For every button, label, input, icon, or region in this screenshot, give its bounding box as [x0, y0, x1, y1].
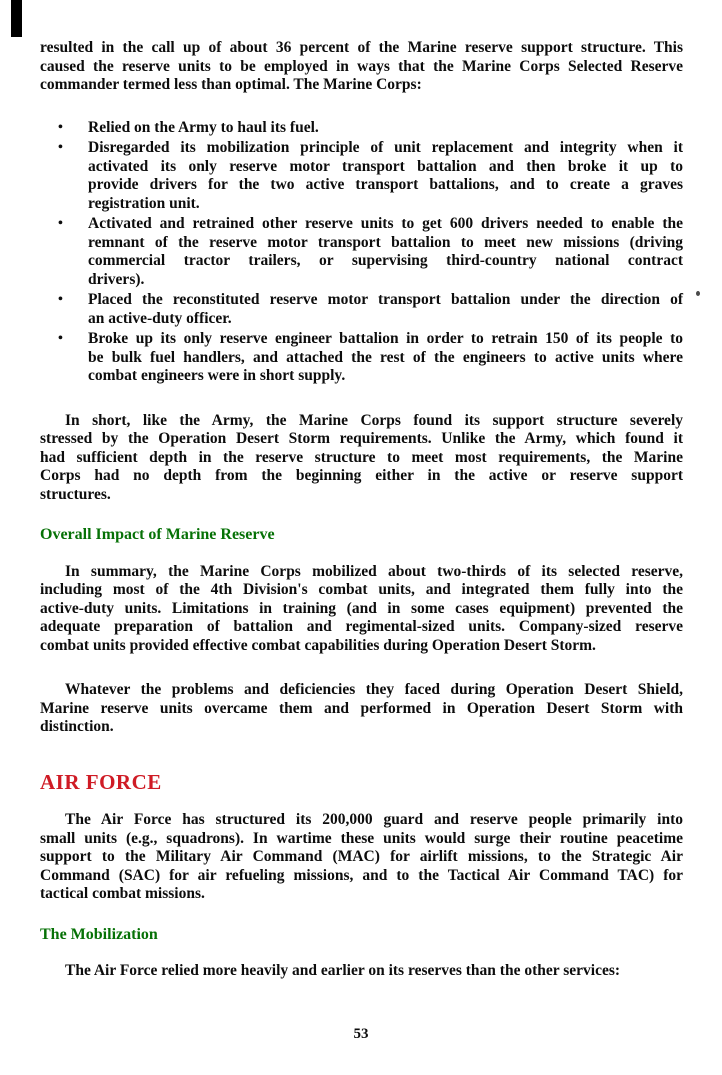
text-line: Broke up its only reserve engineer battalion in order to retrain 150 of its people to [88, 330, 683, 347]
paragraph [40, 39, 683, 95]
text-line: had sufficient depth in the reserve structure to meet most requirements, the Marine [40, 448, 683, 466]
text-line: caused the reserve units to be employed in ways that the Marine Corps Selected Reserve [40, 57, 683, 75]
bullet-item [40, 119, 683, 138]
text-line: combat units provided effective combat capabilities during Operation Desert Storm. [40, 636, 596, 654]
section-heading: AIR FORCE [40, 769, 162, 794]
text-line: Placed the reconstituted reserve motor transport battalion under the direction of [88, 291, 683, 308]
bullet-icon: • [58, 331, 63, 346]
text-line: Relied on the Army to haul its fuel. [88, 118, 319, 136]
text-line: support to the Military Air Command (MAC) for airlift missions, to the Strategic Air [40, 848, 683, 865]
bullet-item [40, 330, 683, 386]
text-line: Command (SAC) for air refueling missions, and to the Tactical Air Command TAC) for [40, 866, 683, 884]
paragraph [40, 811, 683, 904]
subsection-heading: The Mobilization [40, 925, 158, 943]
text-line: Whatever the problems and deficiencies they faced during Operation Desert Shield, [65, 681, 683, 698]
bullet-item [40, 215, 683, 289]
page-content [40, 39, 683, 981]
text-line: combat engineers were in short supply. [88, 367, 346, 384]
text-line: distinction. [40, 718, 114, 735]
paragraph [40, 412, 683, 505]
text-line: stressed by the Operation Desert Storm requirements. Unlike the Army, which found it [40, 430, 683, 447]
subsection-heading: Overall Impact of Marine Reserve [40, 526, 275, 543]
bullet-text [88, 330, 683, 386]
bullet-item [40, 291, 683, 328]
text-line: remnant of the reserve motor transport battalion to meet new missions (driving [88, 233, 683, 251]
text-line: be bulk fuel handlers, and attached the rest of the engineers to active units where [88, 348, 683, 366]
text-line: provide drivers for the two active transport battalions, and to create a graves [88, 176, 683, 193]
bullet-icon: • [58, 216, 63, 231]
text-line: adequate preparation of battalion and regimental-sized units. Company-sized reserve [40, 618, 683, 635]
bullet-text [88, 119, 683, 138]
bullet-text [88, 291, 683, 328]
bullet-icon: • [58, 140, 63, 155]
paragraph [40, 681, 683, 737]
paragraph [40, 563, 683, 656]
text-line: resulted in the call up of about 36 percent of the Marine reserve support structure. This [40, 39, 683, 56]
text-line: Marine reserve units overcame them and performed in Operation Desert Storm with [40, 699, 683, 717]
bullet-icon: • [58, 119, 63, 135]
bullet-text [88, 215, 683, 289]
text-line: including most of the 4th Division's combat units, and integrated them fully into the [40, 581, 683, 598]
bullet-text [88, 139, 683, 213]
text-line: commander termed less than optimal. The Marine Corps: [40, 76, 422, 93]
text-line: activated its only reserve motor transport battalion and then broke it up to [88, 157, 683, 175]
text-line: structures. [40, 485, 111, 503]
bullet-list [40, 119, 683, 386]
bullet-icon: • [58, 292, 63, 307]
text-line: drivers). [88, 270, 145, 288]
text-line: an active-duty officer. [88, 309, 232, 327]
text-line: small units (e.g., squadrons). In wartime these units would surge their routine peacetime [40, 829, 683, 847]
text-line: The Air Force relied more heavily and earlier on its reserves than the other services: [65, 962, 621, 979]
text-line: tactical combat missions. [40, 885, 205, 902]
text-line: active-duty units. Limitations in training (and in some cases equipment) prevented the [40, 599, 683, 617]
text-line: registration unit. [88, 194, 200, 212]
text-line: In short, like the Army, the Marine Corps found its support structure severely [65, 411, 683, 429]
text-line: Corps had no depth from the beginning either in the active or reserve support [40, 467, 683, 484]
scan-artifact-dot [696, 291, 700, 296]
paragraph [40, 962, 683, 981]
page-number: 53 [353, 1026, 369, 1042]
text-line: The Air Force has structured its 200,000 guard and reserve people primarily into [65, 811, 683, 828]
text-line: Disregarded its mobilization principle of unit replacement and integrity when it [88, 139, 683, 156]
text-line: Activated and retrained other reserve units to get 600 drivers needed to enable the [88, 215, 683, 232]
text-line: In summary, the Marine Corps mobilized about two-thirds of its selected reserve, [65, 562, 683, 580]
text-line: commercial tractor trailers, or supervising third-country national contract [88, 252, 683, 269]
bullet-item [40, 139, 683, 213]
scan-artifact-bar [11, 0, 22, 37]
